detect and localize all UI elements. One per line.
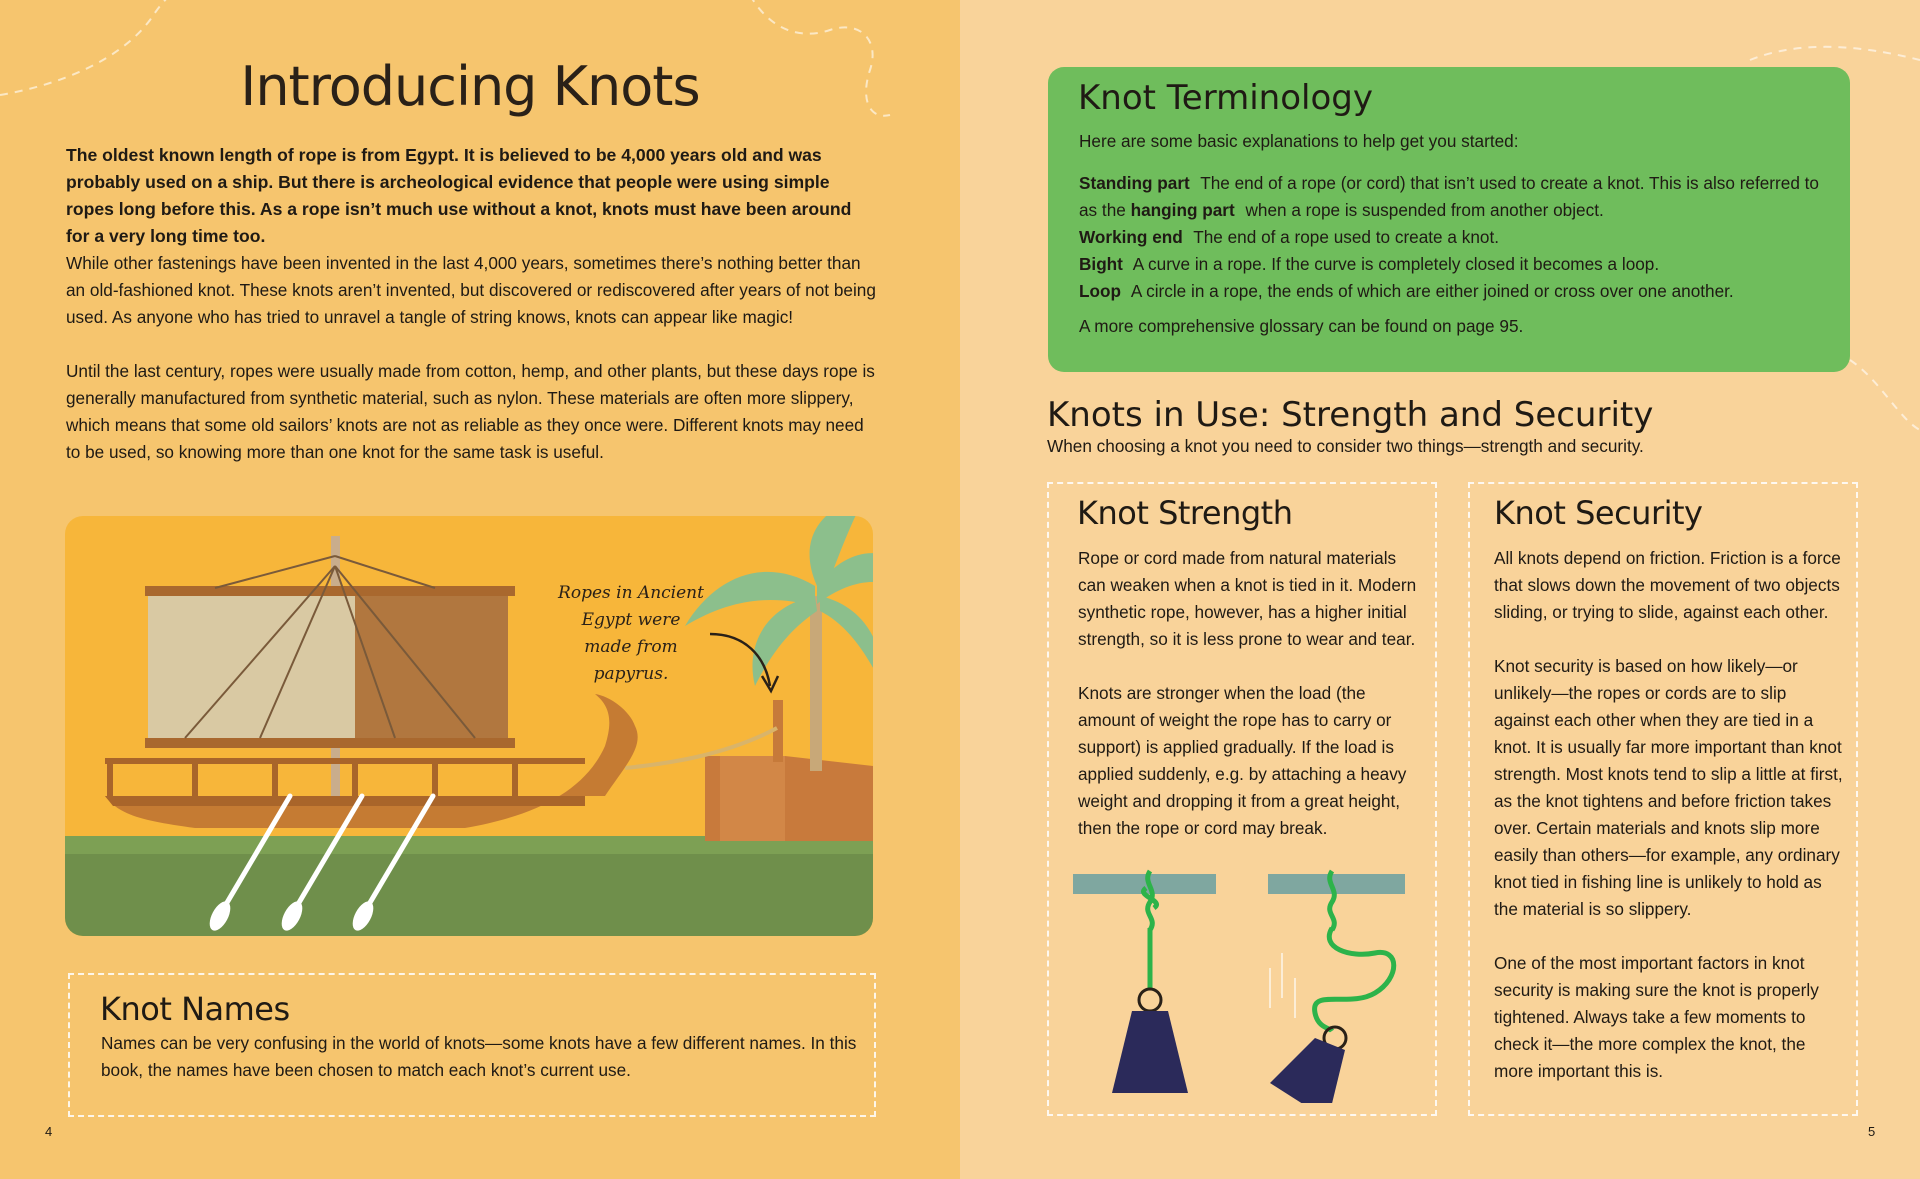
terminology-title: Knot Terminology: [1078, 78, 1373, 118]
paragraph-materials: Until the last century, ropes were usually made from cotton, hemp, and other plants, but these days rope is generally manufactured from synthetic material, such as nylon. These materials are often more slippery, which means that some old sailors’ knots are not as reliable as they once were. Different knots may need to be used, so knowing more than one knot for the same task is useful.: [66, 361, 875, 462]
term-definition: The end of a rope used to create a knot.: [1193, 227, 1499, 247]
term-bight: [1079, 251, 1839, 278]
term-working-end: [1079, 224, 1839, 251]
term-definition: The end of a rope (or cord) that isn’t used to create a knot. This is also referred to as the: [1079, 173, 1819, 220]
knot-strength-title: Knot Strength: [1077, 494, 1293, 532]
intro-paragraph: The oldest known length of rope is from Egypt. It is believed to be 4,000 years old and was probably used on a ship. But there is archeological evidence that people were using simple ropes long before this. As a rope isn’t much use without a knot, knots must have been around for a very long time too.: [66, 145, 852, 246]
term-definition: A curve in a rope. If the curve is completely closed it becomes a loop.: [1132, 254, 1660, 274]
knot-security-text: All knots depend on friction. Friction is a force that slows down the movement of two objects sliding, or trying to slide, against each other. Knot security is based on how likely—or unlikely—the ropes or cords are to slip against each other when they are tied in a knot. It is usually far more important than knot strength. Most knots tend to slip a little at first, as the knot tightens and before friction takes over. Certain materials and knots slip more easily than others—for example, any ordinary knot tied in fishing line is unlikely to hold as the material is so slippery. One of the most important factors in knot security is making sure the knot is properly tightened. Always take a few moments to check it—the more complex the knot, the more important this is.: [1494, 548, 1843, 1081]
term-label: Bight: [1079, 254, 1123, 274]
egyptian-boat-illustration: [65, 516, 873, 936]
glossary-note: A more comprehensive glossary can be found on page 95.: [1079, 316, 1524, 336]
term-loop: [1079, 278, 1839, 305]
term-label: hanging part: [1130, 200, 1235, 220]
term-label: Loop: [1079, 281, 1121, 301]
knot-security-title: Knot Security: [1494, 494, 1703, 532]
page-number-left: 4: [45, 1124, 53, 1139]
hanging-weights-illustration: [1070, 868, 1415, 1103]
paragraph-fastenings: While other fastenings have been invented in the last 4,000 years, sometimes there’s nothing better than an old-fashioned knot. These knots aren’t invented, but discovered or rediscovered after years of not being used. As anyone who has tried to unravel a tangle of string knows, knots can appear like magic!: [66, 253, 876, 327]
term-standing-part: [1079, 170, 1839, 224]
in-use-subtitle: When choosing a knot you need to consider two things—strength and security.: [1047, 436, 1644, 456]
knot-names-title: Knot Names: [100, 990, 290, 1028]
term-definition: when a rope is suspended from another object.: [1245, 200, 1604, 220]
term-label: Working end: [1079, 227, 1183, 247]
knot-names-text: Names can be very confusing in the world of knots—some knots have a few different names. In this book, the names have been chosen to match each knot’s current use.: [101, 1033, 857, 1080]
page-title: Introducing Knots: [240, 55, 700, 118]
page-number-right: 5: [1868, 1124, 1876, 1139]
illustration-caption: Ropes in Ancient Egypt were made from papyrus.: [558, 583, 704, 684]
term-definition: A circle in a rope, the ends of which are either joined or cross over one another.: [1130, 281, 1734, 301]
in-use-title: Knots in Use: Strength and Security: [1047, 395, 1654, 435]
term-label: Standing part: [1079, 173, 1190, 193]
knot-strength-text: Rope or cord made from natural materials can weaken when a knot is tied in it. Modern synthetic rope, however, has a higher initial strength, so it is less prone to wear and tear. Knots are stronger when the load (the amount of weight the rope has to carry or support) is applied gradually. If the load is applied suddenly, e.g. by attaching a heavy weight and dropping it from a great height, then the rope or cord may break.: [1078, 548, 1417, 838]
terminology-intro: Here are some basic explanations to help get you started:: [1079, 131, 1519, 151]
terminology-list: [1079, 170, 1839, 305]
